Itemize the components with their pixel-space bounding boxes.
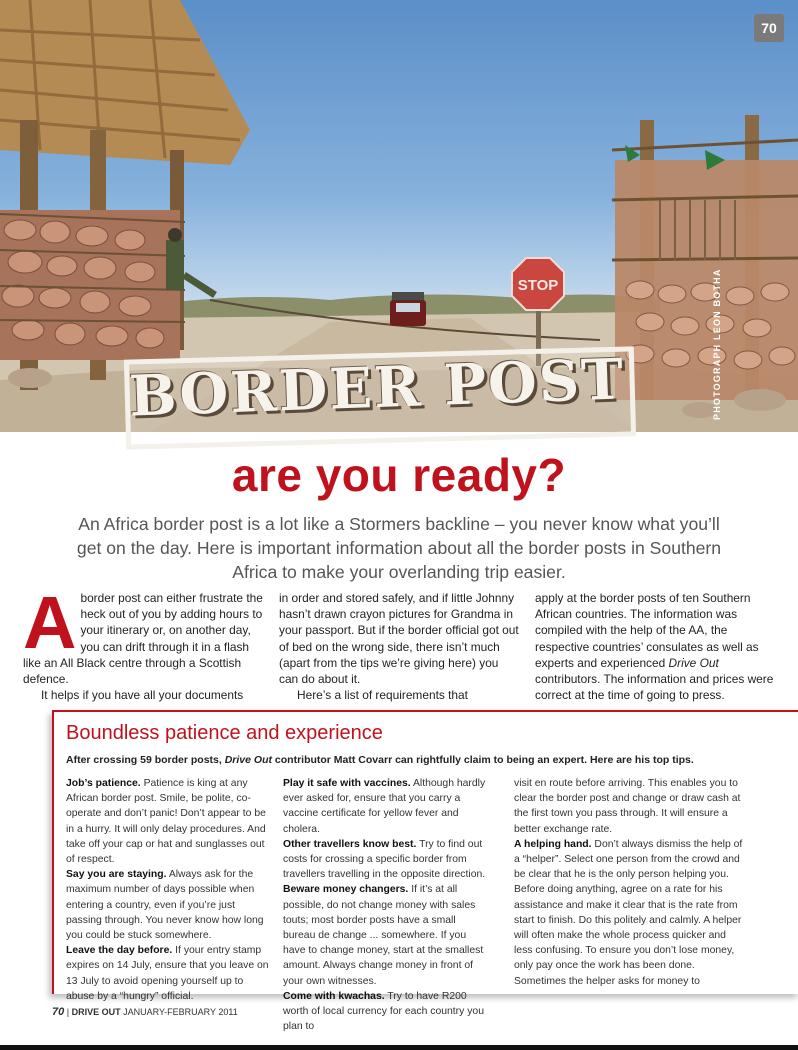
tip-text: If it’s at all possible, do not change money with sales touts; most border posts have a small bureau de change ... somewhere. If you have to change money, start at the smallest amount. Always change money in front of your own witnesses. bbox=[283, 884, 484, 987]
tip-text: Try to find out costs for crossing a specific border from travellers travelling in the opposite direction. bbox=[283, 838, 486, 881]
sidebar-column-3 bbox=[514, 776, 744, 989]
text-run: contributor Matt Covarr can rightfully claim to being an expert. Here are his top tips. bbox=[271, 754, 694, 766]
page-number-badge: 70 bbox=[754, 14, 784, 42]
tip-heading: Leave the day before. bbox=[66, 945, 173, 957]
article-paragraph: in order and stored safely, and if little Johnny hasn’t drawn crayon pictures for Grandma in your passport. But if the border official got out of bed on the wrong side, there isn’t much (apart from the tips we’re giving here) you can do about it. bbox=[279, 591, 519, 687]
tip-text: Although hardly ever asked for, ensure that you carry a vaccine certificate for yellow fever and cholera. bbox=[283, 778, 486, 835]
tip-item bbox=[514, 776, 744, 837]
tip-item bbox=[283, 837, 488, 883]
tip-heading: Other travellers know best. bbox=[283, 838, 417, 850]
page-title: BORDER POST bbox=[127, 346, 626, 430]
tip-item bbox=[66, 943, 271, 1004]
sidebar-column-2 bbox=[283, 776, 488, 1034]
text-run: apply at the border posts of ten Southern African countries. The information was compiled with the help of the AA, the respective countries’ consulates as well as experts and experienced bbox=[535, 591, 759, 670]
article-column-2 bbox=[279, 590, 519, 703]
tip-heading: A helping hand. bbox=[514, 838, 592, 850]
footer-magazine-name: DRIVE OUT bbox=[71, 1007, 121, 1017]
tip-heading: Play it safe with vaccines. bbox=[283, 778, 411, 789]
tip-text: If your entry stamp expires on 14 July, ensure that you leave on 13 July to avoid opening yourself up to abuse by a “hungry” official. bbox=[66, 945, 269, 1002]
tip-item bbox=[66, 867, 271, 943]
tip-item bbox=[283, 989, 488, 1035]
intro-paragraph: An Africa border post is a lot like a Stormers backline – you never know what you’ll get on the day. Here is important information about all the border posts in Southern Africa to make your overlanding trip easier. bbox=[76, 514, 722, 582]
text-run: contributors. The information and prices were correct at the time of going to press. bbox=[535, 672, 774, 703]
tip-text: Don’t always dismiss the help of a “helper”. Select one person from the crowd and be clear that he is the only person helping you. Before doing anything, agree on a rate for his assistance and make it clear that is the rate from start to finish. Do this politely and calmly. A helper will often make the whole process quicker and less confusing. To ensure you don’t lose money, only pay once the work has been done. Sometimes the helper asks for money to bbox=[514, 838, 743, 987]
page-subtitle: are you ready? bbox=[231, 449, 567, 501]
tip-text: visit en route before arriving. This enables you to clear the border post and change or draw cash at the first town you pass through. It will ensure a better exchange rate. bbox=[514, 778, 741, 835]
article-column-1 bbox=[23, 581, 263, 703]
article-paragraph bbox=[535, 590, 775, 703]
tip-heading: Beware money changers. bbox=[283, 884, 409, 896]
footer-page-number: 70 bbox=[52, 1006, 65, 1018]
sidebar-column-1 bbox=[66, 776, 271, 1004]
article-paragraph: Here’s a list of requirements that bbox=[297, 688, 468, 703]
footer-issue-date: JANUARY-FEBRUARY 2011 bbox=[123, 1007, 238, 1017]
tip-heading: Say you are staying. bbox=[66, 869, 167, 881]
photo-credit: PHOTOGRAPH LEON BOTHA bbox=[712, 268, 722, 420]
tip-text: Always ask for the maximum number of days possible when entering a country, even if you’re just passing through. You never know how long you could be stuck somewhere. bbox=[66, 869, 264, 942]
tip-item bbox=[283, 882, 488, 988]
bottom-bar bbox=[0, 1045, 798, 1050]
magazine-name: Drive Out bbox=[224, 754, 272, 766]
article-body bbox=[23, 581, 783, 703]
tip-item bbox=[514, 837, 744, 989]
tip-text: Patience is king at any African border post. Smile, be polite, co-operate and don’t panic! Don’t appear to be in a hurry. It will only delay procedures. And take off your cap or hat and sunglasses out of respect. bbox=[66, 778, 266, 866]
article-paragraph: It helps if you have all your documents bbox=[41, 688, 244, 703]
footer-separator: | bbox=[66, 1007, 70, 1017]
tip-text: Try to have R200 worth of local currency for each country you plan to bbox=[283, 990, 484, 1033]
article-paragraph: border post can either frustrate the heck out of you by adding hours to your itinerary or, on another day, you can drift through it in a flash like an All Black centre through a Scottish defence. bbox=[23, 591, 263, 687]
stop-sign-text: STOP bbox=[517, 277, 559, 294]
magazine-name: Drive Out bbox=[668, 655, 719, 670]
article-column-3 bbox=[535, 590, 775, 703]
text-run: After crossing 59 border posts, bbox=[66, 754, 225, 766]
drop-cap: A bbox=[23, 581, 77, 664]
sidebar-lead bbox=[66, 754, 786, 766]
page-footer bbox=[52, 1006, 238, 1018]
tip-heading: Come with kwachas. bbox=[283, 990, 385, 1002]
tip-item bbox=[283, 776, 488, 837]
tip-item bbox=[66, 776, 271, 867]
title-block bbox=[115, 345, 635, 455]
tip-heading: Job’s patience. bbox=[66, 778, 141, 789]
sidebar-title: Boundless patience and experience bbox=[66, 722, 383, 744]
